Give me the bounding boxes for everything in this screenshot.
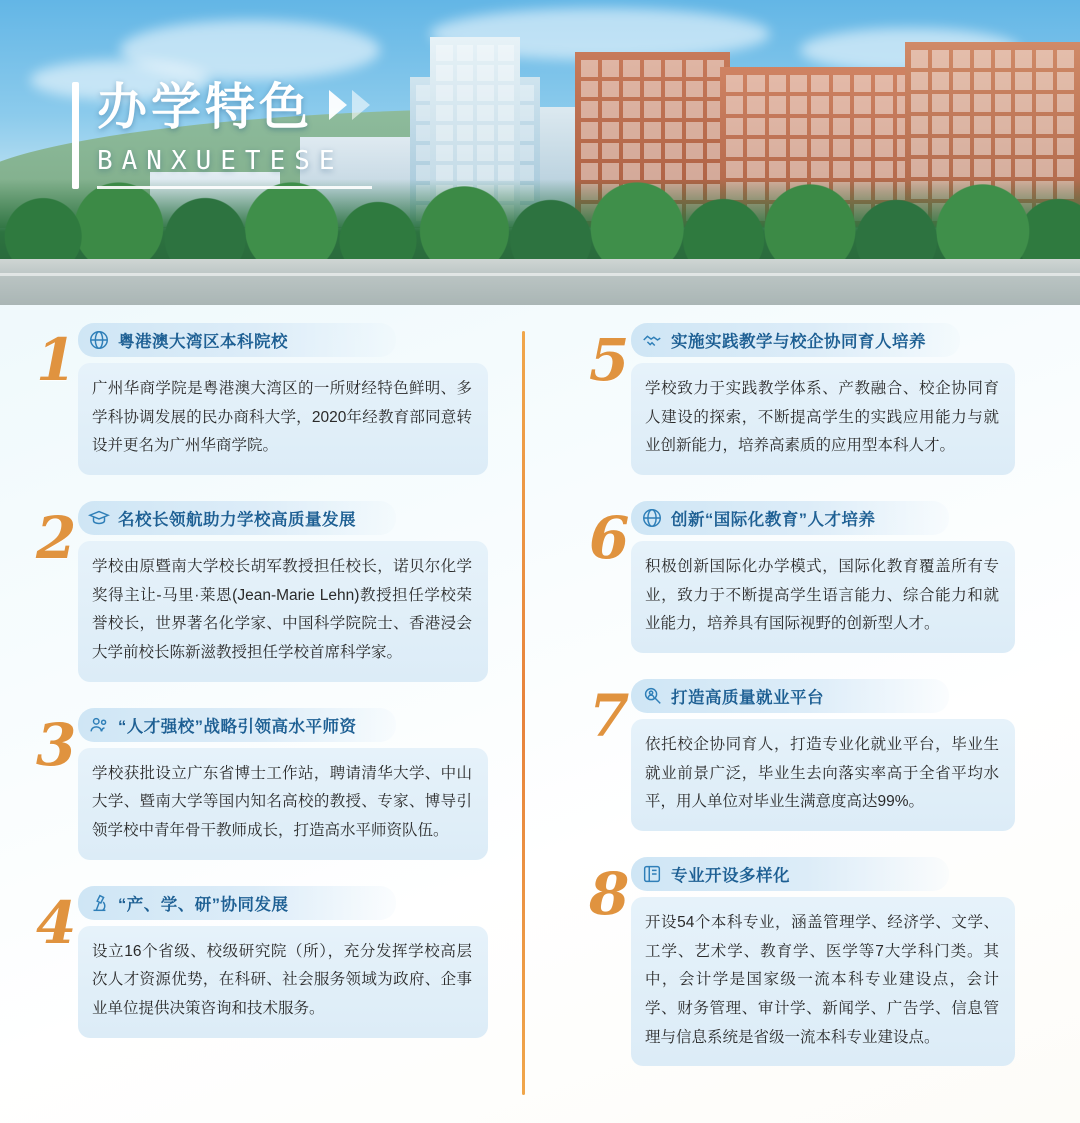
plaza-ground (0, 259, 1080, 305)
people-group-icon (88, 714, 110, 736)
title-underline (97, 186, 372, 189)
feature-text: 设立16个省级、校级研究院（所），充分发挥学校高层次人才资源优势，在科研、社会服务领域为政府、企事业单位提供决策咨询和技术服务。 (78, 926, 488, 1038)
features-column-left (36, 323, 506, 1103)
feature-number: 5 (589, 326, 630, 394)
feature-item (36, 501, 488, 682)
feature-number: 4 (36, 888, 77, 957)
graduation-cap-icon (88, 507, 110, 529)
feature-header (78, 708, 396, 742)
feature-header (78, 501, 396, 535)
feature-number: 8 (589, 860, 630, 929)
feature-number: 3 (36, 710, 77, 779)
feature-text: 依托校企协同育人，打造专业化就业平台，毕业生就业前景广泛，毕业生去向落实率高于全省平均水平，用人单位对毕业生满意度高达99%。 (631, 719, 1015, 831)
feature-title: “产、学、研”协同发展 (118, 895, 289, 914)
feature-header (631, 501, 949, 535)
feature-title: 粤港澳大湾区本科院校 (118, 333, 288, 351)
handshake-icon (641, 329, 663, 351)
feature-header (631, 323, 960, 357)
feature-number: 6 (589, 504, 630, 573)
feature-item (589, 501, 1015, 653)
feature-item (36, 886, 488, 1038)
feature-header (78, 886, 396, 920)
features-content (0, 305, 1080, 1123)
feature-number: 2 (36, 504, 77, 573)
feature-title: 打造高质量就业平台 (671, 689, 824, 708)
feature-text: 学校致力于实践教学体系、产教融合、校企协同育人建设的探索，不断提高学生的实践应用能力与就业创新能力，培养高素质的应用型本科人才。 (631, 363, 1015, 475)
title-accent-bar (72, 82, 79, 189)
feature-item (589, 679, 1015, 831)
globe-network-icon (641, 507, 663, 529)
feature-number: 1 (36, 326, 77, 394)
microscope-icon (88, 892, 110, 914)
feature-title: 专业开设多样化 (671, 867, 790, 886)
feature-header (631, 857, 949, 891)
feature-text: 学校由原暨南大学校长胡军教授担任校长，诺贝尔化学奖得主让-马里·莱恩(Jean-Marie Lehn)教授担任学校荣誉校长，世界著名化学家、中国科学院院士、香港浸会大学前校长陈新滋教授担任学校首席科学家。 (78, 541, 488, 682)
feature-title: “人才强校”战略引领高水平师资 (118, 717, 357, 736)
page-title-pinyin: BANXUETESE (97, 146, 344, 176)
feature-title: 名校长领航助力学校高质量发展 (118, 511, 356, 530)
feature-title: 实施实践教学与校企协同育人培养 (671, 333, 926, 351)
feature-item (36, 323, 488, 475)
feature-title: 创新“国际化教育”人才培养 (671, 511, 876, 530)
features-column-right (545, 323, 1015, 1103)
feature-item (36, 708, 488, 860)
book-open-icon (641, 863, 663, 885)
feature-text: 开设54个本科专业，涵盖管理学、经济学、文学、工学、艺术学、教育学、医学等7大学科门类。其中，会计学是国家级一流本科专业建设点，会计学、财务管理、审计学、新闻学、广告学、信息管理与信息系统是省级一流本科专业建设点。 (631, 897, 1015, 1066)
feature-text: 积极创新国际化办学模式，国际化教育覆盖所有专业，致力于不断提高学生语言能力、综合能力和就业能力，培养具有国际视野的创新型人才。 (631, 541, 1015, 653)
feature-text: 学校获批设立广东省博士工作站，聘请清华大学、中山大学、暨南大学等国内知名高校的教授、专家、博导引领学校中青年骨干教师成长，打造高水平师资队伍。 (78, 748, 488, 860)
hero-title-block (72, 79, 375, 189)
magnifier-person-icon (641, 685, 663, 707)
page-title: 办学特色 (97, 79, 313, 135)
double-chevron-right-icon (329, 90, 375, 120)
feature-header (631, 679, 949, 713)
feature-number: 7 (589, 682, 630, 751)
column-divider (522, 331, 525, 1095)
feature-text: 广州华商学院是粤港澳大湾区的一所财经特色鲜明、多学科协调发展的民办商科大学，2020年经教育部同意转设并更名为广州华商学院。 (78, 363, 488, 475)
globe-icon (88, 329, 110, 351)
feature-header (78, 323, 396, 357)
feature-item (589, 323, 1015, 475)
feature-item (589, 857, 1015, 1066)
hero-banner (0, 0, 1080, 305)
